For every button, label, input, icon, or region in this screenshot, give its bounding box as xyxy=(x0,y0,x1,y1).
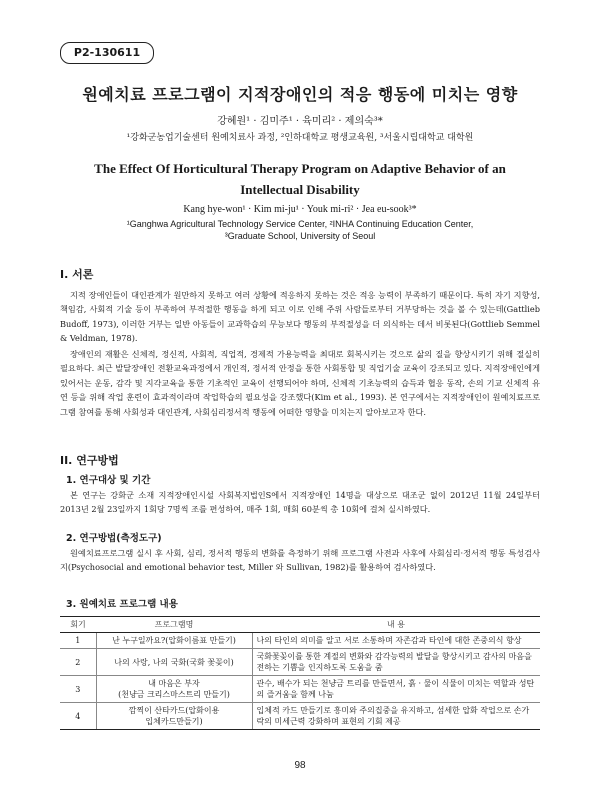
intro-paragraph-1: 지적 장애인들이 대인관계가 원만하지 못하고 여러 상황에 적응하지 못하는 것은 적응 능력이 부족하기 때문이다. 특히 자기 지향성, 책임감, 사회적 기술 등이 부족하여 부적절한 행동을 하게 되고 이로 인해 주위 사람들로부터 거부당하는 것을 볼 수 있는데(Gattlieb Budoff, 1973), 이러한 거부는 일반 아동들이 교과학습의 무능보다 행동의 부적절성을 더 의식하는 데서 비롯된다(Gottlieb Semmel & Veldman, 1978). xyxy=(60,290,540,344)
affiliation-line-2: ³Graduate School, University of Seoul xyxy=(224,231,376,241)
cell-content: 입체적 카드 만들기로 흥미와 주의집중을 유지하고, 섬세한 압화 작업으로 손가락의 미세근력 강화하며 표현의 기회 제공 xyxy=(252,703,540,730)
intro-paragraph-2: 장애인의 재활은 신체적, 정신적, 사회적, 직업적, 경제적 가용능력을 최대로 회복시키는 것으로 삶의 질을 향상시키기 위해 절실히 필요하다. 최근 발달장애인 전환교육과정에서 개인적, 정서적 안정을 통한 사회통합 및 직업기술 교육이 강조되고 있다. 지적장애인에게 있어서는 운동, 감각 및 지각교육을 통한 기초적인 교육이 선행되어야 하며, 신체적 기초능력의 습득과 협응 동작, 손의 기교 신체적 유연 등을 위해 작업 훈련이 효과적이라며 작업학습의 필요성을 강조했다(Kim et al., 1993). 본 연구에서는 지적장애인이 원예치료프로그램 참여를 통해 사회성과 대인관계, 사회심리정서적 행동에 어떠한 영향을 미치는지 알아보고자 한다. xyxy=(60,349,540,417)
measures-paragraph: 원예치료프로그램 실시 후 사회, 심리, 정서적 행동의 변화를 측정하기 위해 프로그램 사전과 사후에 사회심리·정서적 행동 특성검사지(Psychosocial and emotional behavior test, Miller 와 Sullivan, 1982)를 활용하여 검사하였다. xyxy=(60,548,540,573)
authors-english: Kang hye-won¹ · Kim mi-ju¹ · Youk mi-ri² · Jea eu-sook³* xyxy=(183,204,417,215)
section-heading-intro: I. 서론 xyxy=(60,268,94,281)
cell-program-name: 난 누구일까요?(압화이름표 만들기) xyxy=(96,633,252,649)
subsection-heading-program: 3. 원예치료 프로그램 내용 xyxy=(66,599,178,610)
cell-program-name: 깜찍이 산타카드(압화이용 입체카드만들기) xyxy=(96,703,252,730)
affiliation-line-1: ¹Ganghwa Agricultural Technology Service Center, ²INHA Continuing Education Center, xyxy=(126,219,474,229)
title-korean: 원예치료 프로그램이 지적장애인의 적응 행동에 미치는 영향 xyxy=(82,85,518,104)
cell-content: 나의 타인의 의미를 알고 서로 소통하며 자존감과 타인에 대한 존중의식 향상 xyxy=(252,633,540,649)
affiliations-english xyxy=(40,218,560,242)
table-row xyxy=(60,676,540,703)
cell-session: 3 xyxy=(60,676,96,703)
authors-korean: 강혜원¹ · 김미주¹ · 육미리² · 제의숙³* xyxy=(217,116,383,127)
table-header-row xyxy=(60,617,540,633)
page-number: 98 xyxy=(294,760,306,771)
subsection-heading-subjects: 1. 연구대상 및 기간 xyxy=(66,475,151,486)
cell-program-name: 내 마음은 부자 (천냥금 크리스마스트리 만들기) xyxy=(96,676,252,703)
affiliations-korean: ¹강화군농업기술센터 원예치료사 과정, ²인하대학교 평생교육원, ³서울시립대학교 대학원 xyxy=(126,133,474,143)
header-session: 회기 xyxy=(60,617,96,633)
header-content: 내 용 xyxy=(252,617,540,633)
cell-session: 2 xyxy=(60,649,96,676)
table-row xyxy=(60,703,540,730)
cell-session: 1 xyxy=(60,633,96,649)
program-table xyxy=(60,616,540,730)
header-program-name: 프로그램명 xyxy=(96,617,252,633)
cell-program-name: 나의 사랑, 나의 국화(국화 꽃꽂이) xyxy=(96,649,252,676)
subjects-paragraph: 본 연구는 강화군 소재 지적장애인시설 사회복지법인S에서 지적장애인 14명을 대상으로 대조군 없이 2012년 11월 24일부터 2013년 2월 23일까지 1회당 7명씩 조를 편성하여, 매주 1회, 매회 60분씩 총 10회에 걸쳐 실시하였다. xyxy=(60,490,540,515)
cell-content: 국화꽃꽂이를 통한 계절의 변화와 감각능력의 발달을 향상시키고 감사의 마음을 전하는 기쁨을 인지하도록 도움을 줌 xyxy=(252,649,540,676)
cell-session: 4 xyxy=(60,703,96,730)
subsection-heading-measures: 2. 연구방법(측정도구) xyxy=(66,533,162,544)
cell-content: 관수, 배수가 되는 천냥금 트리를 만들면서, 흙 · 물이 식물이 미치는 역할과 성탄의 즐거움을 함께 나눔 xyxy=(252,676,540,703)
table-row xyxy=(60,649,540,676)
table-row xyxy=(60,633,540,649)
paper-id-badge: P2-130611 xyxy=(60,42,154,64)
section-heading-method: II. 연구방법 xyxy=(60,454,119,467)
title-english: The Effect Of Horticultural Therapy Program on Adaptive Behavior of an Intellectual Disability xyxy=(94,161,506,197)
